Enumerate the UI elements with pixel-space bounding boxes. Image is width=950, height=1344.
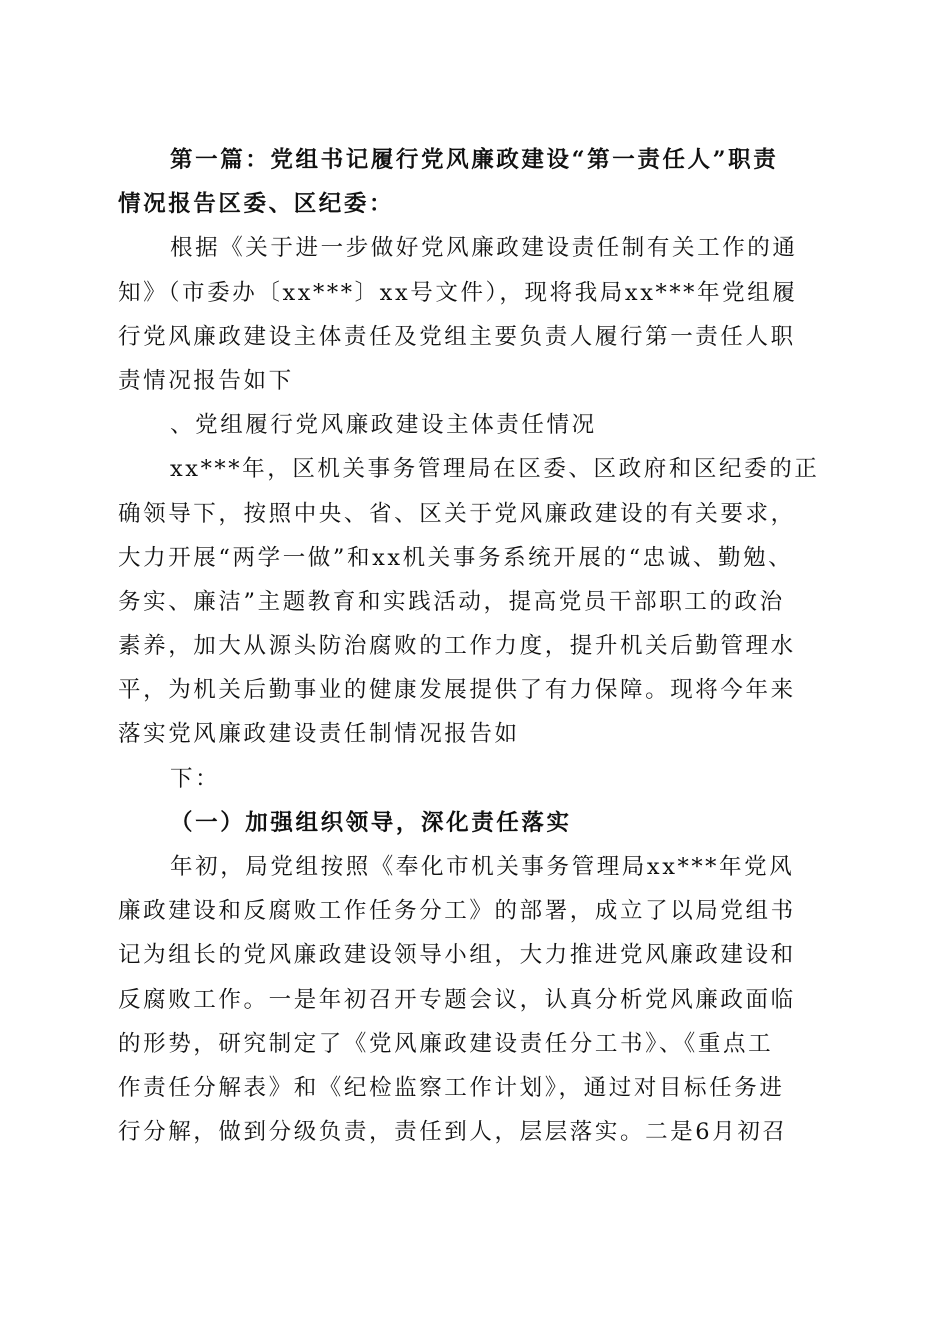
subheading: （一）加强组织领导，深化责任落实 <box>170 809 572 836</box>
text-line: 的形势，研究制定了《党风廉政建设责任分工书》、《重点工 <box>118 1030 774 1057</box>
text-line: 责情况报告如下 <box>118 367 294 394</box>
text-line: 知》（市委办〔xx***〕xx号文件），现将我局xx***年党组履 <box>118 279 798 306</box>
text-line: 年初，局党组按照《奉化市机关事务管理局xx***年党风 <box>170 854 795 880</box>
document-body <box>118 138 832 1154</box>
report-title <box>118 138 832 226</box>
continuation-line: 下： <box>170 765 221 792</box>
detail-paragraph <box>118 845 832 1154</box>
text-line: 行分解，做到分级负责，责任到人，层层落实。二是6月初召 <box>118 1119 788 1146</box>
text-line: 确领导下，按照中央、省、区关于党风廉政建设的有关要求， <box>118 500 796 527</box>
text-line: 记为组长的党风廉政建设领导小组，大力推进党风廉政建设和 <box>118 942 796 969</box>
intro-paragraph <box>118 226 832 403</box>
title-line: 情况报告区委、区纪委： <box>118 191 395 218</box>
section-heading: 、党组履行党风廉政建设主体责任情况 <box>170 412 597 439</box>
text-line: xx***年，区机关事务管理局在区委、区政府和区纪委的正 <box>170 456 820 483</box>
text-line: 务实、廉洁”主题教育和实践活动，提高党员干部职工的政治 <box>118 588 785 615</box>
text-line: 大力开展“两学一做”和xx机关事务系统开展的“忠诚、勤勉、 <box>118 544 794 571</box>
text-line: 根据《关于进一步做好党风廉政建设责任制有关工作的通 <box>170 235 798 262</box>
text-line: 行党风廉政建设主体责任及党组主要负责人履行第一责任人职 <box>118 323 796 350</box>
text-line: 廉政建设和反腐败工作任务分工》的部署，成立了以局党组书 <box>118 898 796 925</box>
text-line: 反腐败工作。一是年初召开专题会议，认真分析党风廉政面临 <box>118 986 796 1013</box>
title-line: 第一篇：党组书记履行党风廉政建设“第一责任人”职责 <box>170 147 779 173</box>
text-line: 平，为机关后勤事业的健康发展提供了有力保障。现将今年来 <box>118 677 796 704</box>
text-line: 落实党风廉政建设责任制情况报告如 <box>118 721 520 748</box>
text-line: 素养，加大从源头防治腐败的工作力度，提升机关后勤管理水 <box>118 633 796 660</box>
summary-paragraph <box>118 447 832 756</box>
text-line: 作责任分解表》和《纪检监察工作计划》，通过对目标任务进 <box>118 1074 785 1101</box>
